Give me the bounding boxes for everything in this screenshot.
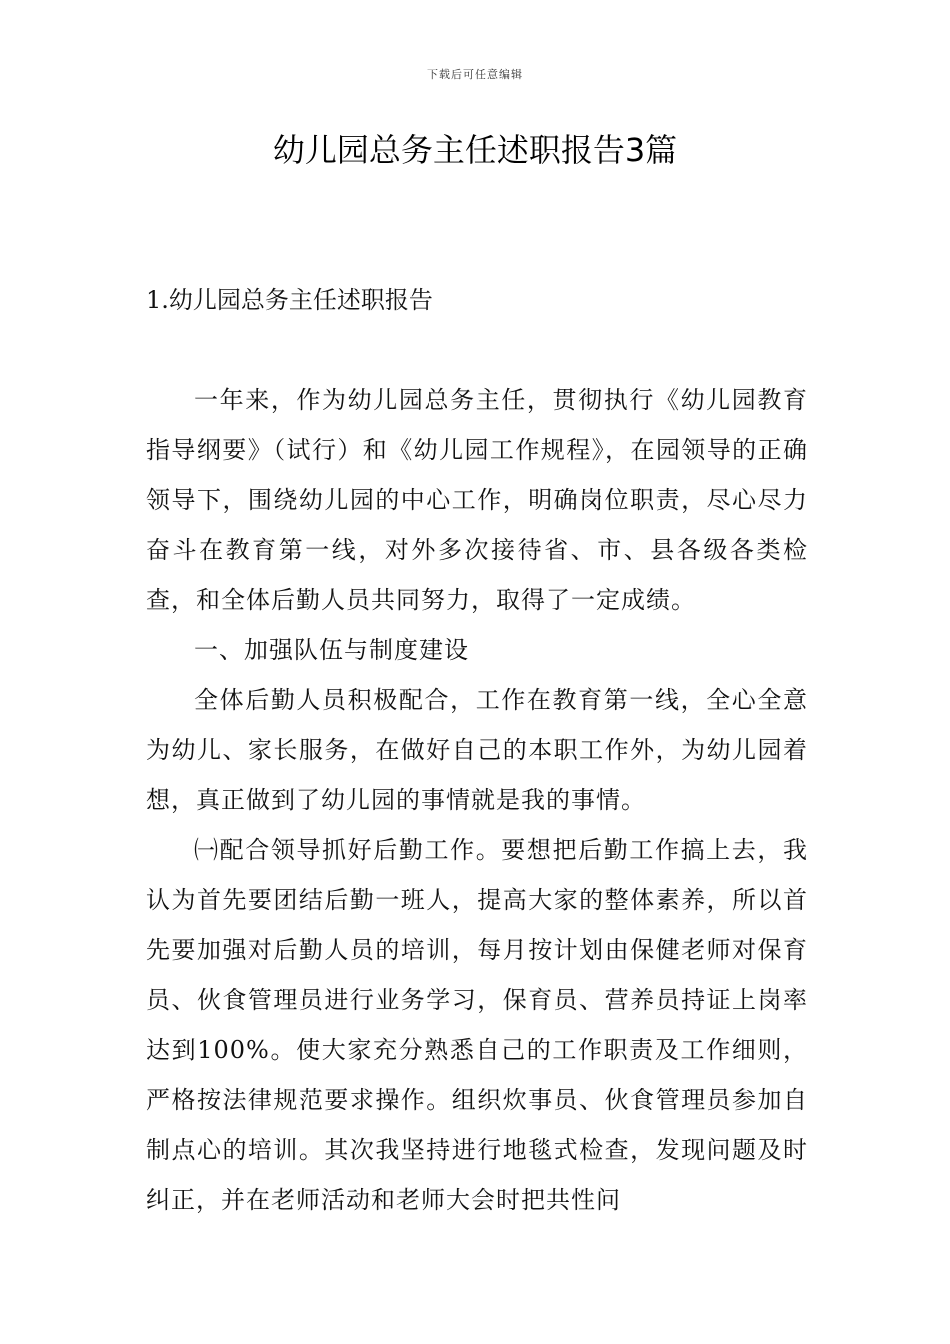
section-heading: 1.幼儿园总务主任述职报告: [146, 286, 433, 314]
paragraph-subheading: 一、加强队伍与制度建设: [194, 636, 469, 664]
body-text: [146, 375, 808, 1225]
header-note: 下载后可任意编辑: [427, 68, 523, 81]
paragraph-intro: 一年来，作为幼儿园总务主任，贯彻执行《幼儿园教育指导纲要》（试行）和《幼儿园工作规程》，在园领导的正确领导下，围绕幼儿园的中心工作，明确岗位职责，尽心尽力奋斗在教育第一线，对外多次接待省、市、县各级各类检查，和全体后勤人员共同努力，取得了一定成绩。: [146, 386, 808, 614]
document-title: 幼儿园总务主任述职报告3篇: [272, 131, 678, 169]
paragraph-cooperation: ㈠配合领导抓好后勤工作。要想把后勤工作搞上去，我认为首先要团结后勤一班人，提高大家的整体素养，所以首先要加强对后勤人员的培训，每月按计划由保健老师对保育员、伙食管理员进行业务学习，保育员、营养员持证上岗率达到100%。使大家充分熟悉自己的工作职责及工作细则，严格按法律规范要求操作。组织炊事员、伙食管理员参加自制点心的培训。其次我坚持进行地毯式检查，发现问题及时纠正，并在老师活动和老师大会时把共性问: [146, 836, 808, 1214]
paragraph-staff: 全体后勤人员积极配合，工作在教育第一线，全心全意为幼儿、家长服务，在做好自己的本职工作外，为幼儿园着想，真正做到了幼儿园的事情就是我的事情。: [146, 686, 808, 814]
